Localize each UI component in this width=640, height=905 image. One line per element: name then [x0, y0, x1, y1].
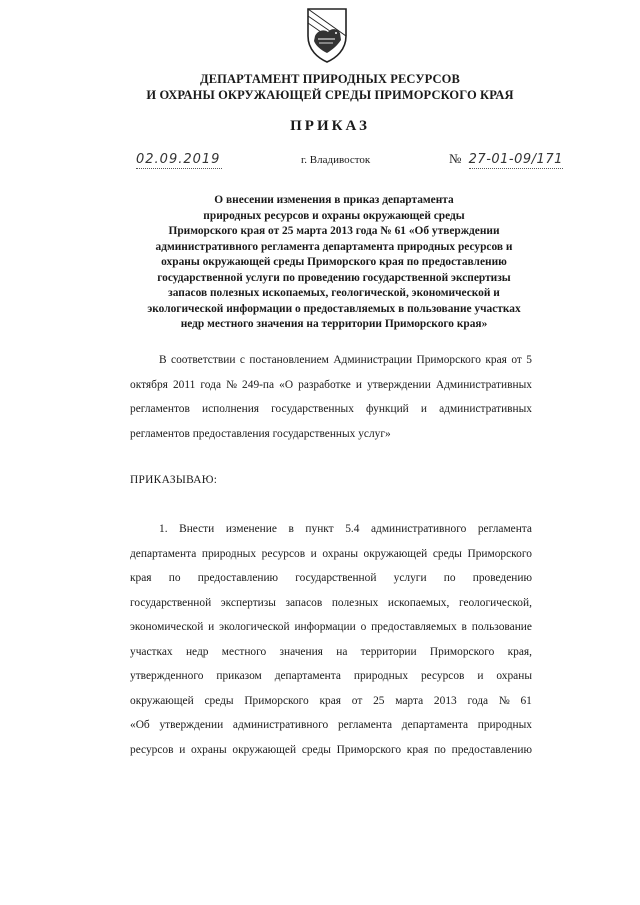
- word: среды: [301, 743, 331, 756]
- word: информации: [294, 621, 356, 633]
- word: «Об: [130, 719, 150, 731]
- word: от: [511, 354, 522, 366]
- subject-line: экологической информации о предоставляемых в пользование участках: [147, 302, 521, 315]
- word: 25: [373, 694, 385, 707]
- word: марта: [395, 694, 424, 707]
- word: природных: [201, 547, 257, 560]
- word: государственных: [271, 403, 354, 415]
- word: по: [434, 743, 446, 756]
- order-subject: [130, 193, 538, 333]
- word: В: [159, 354, 167, 366]
- word: ресурсов: [130, 743, 174, 756]
- paragraph-line: [130, 566, 532, 591]
- word: экологической: [219, 621, 290, 633]
- paragraph-line: [130, 591, 532, 616]
- word: 2013: [433, 694, 457, 707]
- word: утверждении: [367, 378, 431, 391]
- word: края,: [507, 645, 532, 658]
- word: 61: [520, 694, 532, 707]
- word: №: [226, 378, 237, 391]
- word: и: [420, 403, 427, 415]
- subject-line: административного регламента департамента природных ресурсов и: [155, 240, 513, 253]
- paragraph-line: [130, 373, 532, 398]
- word: ископаемых,: [387, 596, 450, 609]
- paragraph-line: [130, 738, 532, 763]
- paragraph-line: регламентов предоставления государственных услуг»: [130, 427, 391, 440]
- word: запасов: [285, 596, 323, 609]
- word: департамента: [130, 547, 197, 560]
- word: и: [477, 670, 484, 682]
- word: экспертизы: [220, 596, 276, 609]
- order-number: [449, 151, 563, 167]
- word: местного: [221, 645, 267, 658]
- word: государственной: [295, 572, 377, 584]
- word: услуги: [393, 572, 427, 584]
- word: государственной: [130, 596, 212, 609]
- word: и: [179, 743, 186, 756]
- word: административных: [439, 403, 532, 415]
- paragraph-line: [130, 517, 532, 542]
- preamble-paragraph: [130, 348, 532, 446]
- word: Администрации: [333, 354, 413, 366]
- subject-line: Приморского края от 25 марта 2013 года № 61 «Об утверждении: [168, 225, 500, 237]
- word: Приморского: [336, 743, 402, 756]
- word: приказом: [216, 670, 262, 682]
- word: в: [461, 621, 467, 633]
- word: окружающей: [363, 547, 428, 560]
- paragraph-line: [130, 542, 532, 567]
- word: разработке: [298, 378, 351, 391]
- item-1-paragraph: [130, 517, 532, 762]
- word: по: [443, 572, 456, 584]
- word: среды: [432, 547, 462, 560]
- word: ресурсов: [261, 547, 306, 560]
- word: предоставлению: [451, 743, 532, 756]
- number-sign: №: [449, 151, 462, 166]
- word: среды: [204, 694, 234, 707]
- paragraph-line: [130, 397, 532, 422]
- word: и: [355, 378, 362, 391]
- word: края: [130, 572, 152, 584]
- word: края: [406, 743, 429, 756]
- word: постановлением: [249, 354, 329, 366]
- word: ресурсов: [420, 670, 465, 682]
- word: участках: [130, 645, 173, 658]
- word: исполнения: [201, 403, 260, 415]
- word: департамента: [274, 670, 341, 682]
- word: регламента: [477, 523, 532, 535]
- paragraph-line: [130, 664, 532, 689]
- word: 5: [526, 354, 532, 366]
- word: изменение: [225, 523, 277, 535]
- word: пункт: [305, 523, 334, 535]
- word: года: [200, 378, 222, 391]
- word: полезных: [331, 596, 379, 609]
- word: окружающей: [232, 743, 297, 756]
- word: с: [239, 354, 245, 366]
- word: 1.: [159, 523, 168, 535]
- word: о: [360, 621, 367, 633]
- word: административного: [371, 523, 467, 535]
- word: экономической: [130, 621, 204, 633]
- paragraph-line: [130, 348, 532, 373]
- subject-line: недр местного значения на территории Приморского края»: [180, 318, 488, 330]
- word: территории: [360, 645, 417, 658]
- word: Приморского: [416, 354, 481, 366]
- subject-line: государственной услуги по проведению государственной экспертизы: [157, 271, 511, 284]
- word: Внести: [179, 523, 215, 535]
- word: края: [319, 694, 342, 707]
- word: Приморского: [244, 694, 309, 707]
- word: и: [310, 547, 317, 560]
- word: Приморского: [467, 547, 532, 560]
- word: охраны: [496, 670, 532, 682]
- word: №: [498, 694, 510, 707]
- word: природных: [477, 719, 532, 731]
- word: департамента: [401, 719, 469, 731]
- word: охраны: [191, 743, 227, 756]
- subject-line: О внесении изменения в приказ департамента: [214, 194, 454, 206]
- word: в: [288, 523, 294, 535]
- word: «О: [279, 378, 294, 391]
- word: административного: [232, 719, 329, 731]
- word: на: [336, 645, 348, 658]
- word: проведению: [472, 572, 532, 584]
- word: предоставляемых: [371, 621, 457, 633]
- word: регламентов: [130, 403, 190, 415]
- word: предоставлению: [197, 572, 279, 584]
- document-type-title: ПРИКАЗ: [290, 118, 370, 134]
- subject-line: природных ресурсов и охраны окружающей среды: [203, 209, 465, 222]
- word: утвержденного: [130, 670, 204, 682]
- word: окружающей: [130, 694, 194, 707]
- word: недр: [185, 645, 209, 658]
- word: года: [467, 694, 489, 707]
- order-date: 02.09.2019: [136, 152, 221, 167]
- order-city: г. Владивосток: [301, 154, 371, 166]
- word: края: [485, 354, 507, 366]
- paragraph-line: [130, 713, 532, 738]
- word: и: [208, 621, 215, 633]
- word: 2011: [172, 378, 196, 391]
- word: природных: [353, 670, 409, 682]
- word: по: [168, 572, 181, 584]
- paragraph-line: [130, 615, 532, 640]
- word: октября: [130, 378, 168, 391]
- word: охраны: [322, 547, 358, 560]
- word: геологической,: [458, 596, 532, 609]
- word: значения: [279, 645, 323, 658]
- word: Административных: [435, 378, 532, 391]
- subject-line: запасов полезных ископаемых, геологической, экономической и: [168, 287, 500, 299]
- word: соответствии: [171, 354, 236, 366]
- word: функций: [366, 403, 409, 415]
- order-number-value: 27-01-09/171: [468, 152, 563, 167]
- subject-line: охраны окружающей среды Приморского края по предоставлению: [161, 256, 507, 268]
- word: утверждении: [159, 719, 224, 731]
- word: от: [351, 694, 363, 707]
- word: регламента: [337, 719, 393, 731]
- department-name-line-1: ДЕПАРТАМЕНТ ПРИРОДНЫХ РЕСУРСОВ: [200, 72, 460, 86]
- word: Приморского: [429, 645, 495, 658]
- word: 5.4: [345, 523, 360, 535]
- paragraph-line: [130, 640, 532, 665]
- paragraph-line: [130, 689, 532, 714]
- orders-heading: ПРИКАЗЫВАЮ:: [130, 474, 218, 486]
- word: пользование: [471, 621, 532, 633]
- word: 249-па: [242, 378, 275, 391]
- department-name-line-2: И ОХРАНЫ ОКРУЖАЮЩЕЙ СРЕДЫ ПРИМОРСКОГО КРАЯ: [146, 88, 514, 102]
- coat-of-arms-icon: [304, 6, 350, 64]
